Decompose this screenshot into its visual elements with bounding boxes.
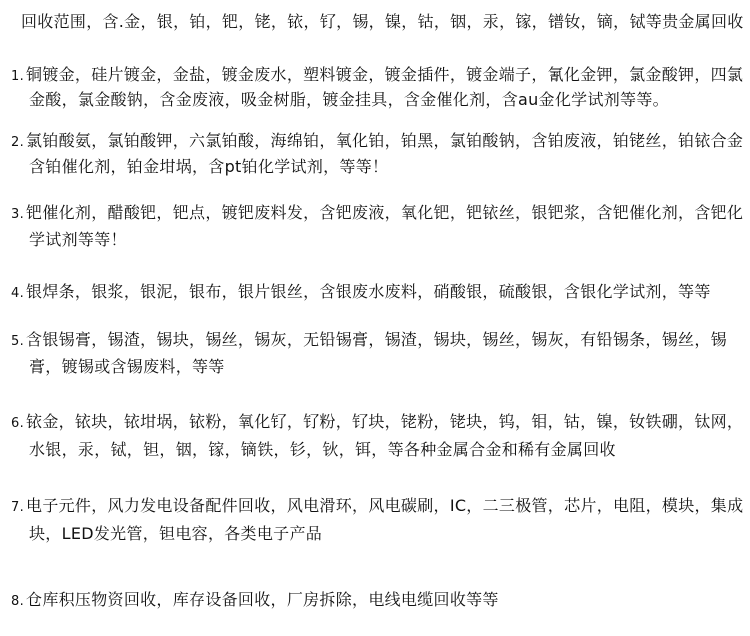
item-2-line-1 [11,131,743,153]
item-1-line-1 [11,65,743,87]
item-4-number: 4. [11,286,25,301]
item-3-line-2: 学试剂等等！ [29,230,127,249]
item-3-text-1: 钯催化剂，醋酸钯，钯点，镀钯废料发，含钯废液，氧化钯，钯铱丝，银钯浆，含钯催化剂，含钯化 [26,203,744,222]
item-5-line-2: 膏，镀锡或含锡废料，等等 [29,357,225,376]
item-1-line-2: 金酸，氯金酸钠，含金废液，吸金树脂，镀金挂具，含金催化剂，含au金化学试剂等等。 [29,90,669,109]
item-3-line-1 [11,203,743,225]
item-7-number: 7. [11,500,25,515]
item-4-text-1: 银焊条，银浆，银泥，银布，银片银丝，含银废水废料，硝酸银，硫酸银，含银化学试剂，等等 [26,282,711,301]
item-5-text-1: 含银锡膏，锡渣，锡块，锡丝，锡灰，无铅锡膏，锡渣，锡块，锡丝，锡灰，有铅锡条，锡丝，锡 [26,330,727,349]
item-2-line-2: 含铂催化剂，铂金坩埚，含pt铂化学试剂，等等！ [29,157,389,176]
item-6-number: 6. [11,416,25,431]
item-8-line-1 [11,590,499,612]
item-8-number: 8. [11,594,25,609]
item-2-number: 2. [11,135,25,150]
item-6-line-2: 水银，汞，铽，钽，铟，镓，镝铁，钐，钬，铒，等各种金属合金和稀有金属回收 [29,440,616,459]
item-1-number: 1. [11,69,25,84]
item-7-line-2: 块，LED发光管，钽电容，各类电子产品 [29,524,323,543]
item-7-line-1 [11,496,743,518]
item-8-text-1: 仓库积压物资回收，库存设备回收，厂房拆除，电线电缆回收等等 [26,590,499,609]
item-1-text-1: 铜镀金，硅片镀金，金盐，镀金废水，塑料镀金，镀金插件，镀金端子，氰化金钾，氯金酸钾，四氯 [26,65,744,84]
item-4-line-1 [11,282,711,304]
item-3-number: 3. [11,207,25,222]
intro-heading: 回收范围，含.金，银，铂，钯，铑，铱，钌，锡，镍，钴，铟，汞，镓，镨钕，镝，铽等贵金属回收 [21,12,744,31]
item-5-number: 5. [11,334,25,349]
item-2-text-1: 氯铂酸氨，氯铂酸钾，六氯铂酸，海绵铂，氧化铂，铂黑，氯铂酸钠，含铂废液，铂铑丝，铂铱合金 [26,131,744,150]
item-5-line-1 [11,330,727,352]
item-6-line-1 [11,412,743,434]
item-7-text-1: 电子元件，风力发电设备配件回收，风电滑环，风电碳刷，IC，二三极管，芯片，电阻，模块，集成 [26,496,744,515]
item-6-text-1: 铱金，铱块，铱坩埚，铱粉，氧化钌，钌粉，钌块，铑粉，铑块，钨，钼，钴，镍，钕铁硼，钛网， [26,412,744,431]
